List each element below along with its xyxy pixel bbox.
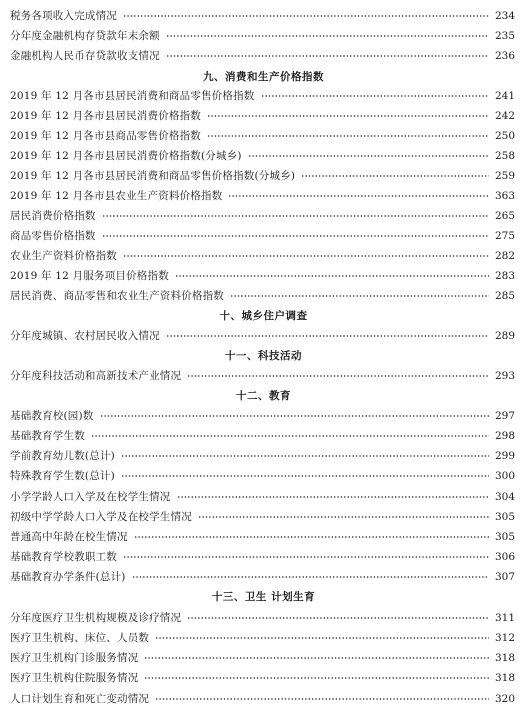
toc-entry (10, 328, 515, 344)
dot-leader (230, 295, 489, 297)
dot-leader (121, 455, 489, 457)
toc-entry-page: 241 (494, 90, 515, 102)
toc-entry (10, 428, 515, 444)
toc-entry-page: 282 (494, 250, 515, 262)
toc-entry (10, 248, 515, 264)
dot-leader (123, 255, 489, 257)
toc-entry (10, 630, 515, 646)
toc-entry (10, 188, 515, 204)
toc-entry-page: 285 (494, 290, 515, 302)
toc-entry-title: 学前教育幼儿数(总计) (10, 450, 115, 462)
toc-entry-page: 298 (494, 430, 515, 442)
dot-leader (123, 15, 489, 17)
toc-entry-title: 2019 年 12 月各市县居民消费和商品零售价格指数 (10, 90, 255, 102)
toc-entry-page: 363 (494, 190, 515, 202)
dot-leader (177, 496, 489, 498)
toc-entry-page: 299 (494, 450, 515, 462)
toc-entry-title: 医疗卫生机构、床位、人员数 (10, 632, 150, 644)
toc-entry (10, 509, 515, 525)
toc-entry-page: 275 (494, 230, 515, 242)
toc-entry-page: 283 (494, 270, 515, 282)
dot-leader (102, 235, 489, 237)
toc-entry (10, 650, 515, 666)
toc-entry-page: 304 (494, 491, 515, 503)
toc-entry-title: 医疗卫生机构门诊服务情况 (10, 652, 139, 664)
section-heading: 十一、科技活动 (225, 350, 302, 362)
toc-entry-page: 311 (494, 612, 515, 624)
toc-entry (10, 368, 515, 384)
toc-entry (10, 529, 515, 545)
toc-entry-title: 人口计划生育和死亡变动情况 (10, 693, 150, 705)
toc-entry (10, 128, 515, 144)
toc-entry-title: 金融机构人民币存贷款收支情况 (10, 50, 160, 62)
dot-leader (248, 155, 489, 157)
toc-entry-page: 306 (494, 551, 515, 563)
toc-entry (10, 288, 515, 304)
dot-leader (91, 435, 489, 437)
toc-entry-title: 农业生产资料价格指数 (10, 250, 117, 262)
toc-entry-title: 分年度金融机构存贷款年末余额 (10, 30, 160, 42)
toc-entry-title: 税务各项收入完成情况 (10, 10, 117, 22)
toc-entry-title: 商品零售价格指数 (10, 230, 96, 242)
toc-entry (10, 88, 515, 104)
toc-entry-page: 293 (494, 370, 515, 382)
toc-entry-page: 242 (494, 110, 515, 122)
toc-entry-title: 2019 年 12 月各市县商品零售价格指数 (10, 130, 201, 142)
dot-leader (123, 556, 489, 558)
dot-leader (144, 657, 489, 659)
toc-entry-page: 236 (494, 50, 515, 62)
dot-leader (187, 375, 489, 377)
dot-leader (102, 215, 489, 217)
toc-entry (10, 208, 515, 224)
toc-entry-title: 2019 年 12 月各市县农业生产资料价格指数 (10, 190, 223, 202)
toc-entry-page: 318 (494, 652, 515, 664)
toc-entry (10, 148, 515, 164)
toc-entry-page: 320 (494, 693, 515, 705)
dot-leader (100, 415, 489, 417)
section-heading: 十、城乡住户调查 (219, 310, 308, 322)
toc-entry (10, 228, 515, 244)
toc-entry-title: 2019 年 12 月服务项目价格指数 (10, 270, 169, 282)
dot-leader (228, 195, 489, 197)
toc-entry-title: 初级中学学龄人口入学及在校学生情况 (10, 511, 192, 523)
toc-entry-title: 2019 年 12 月各市县居民消费和商品零售价格指数(分城乡) (10, 170, 296, 182)
toc-entry-title: 分年度科技活动和高新技术产业情况 (10, 370, 182, 382)
toc-entry (10, 691, 515, 707)
toc-entry (10, 549, 515, 565)
toc-entry-title: 分年度城镇、农村居民收入情况 (10, 330, 160, 342)
toc-entry-page: 259 (494, 170, 515, 182)
toc-entry-page: 305 (494, 511, 515, 523)
toc-entry (10, 48, 515, 64)
toc-entry-page: 307 (494, 571, 515, 583)
dot-leader (134, 536, 489, 538)
dot-leader (121, 475, 489, 477)
dot-leader (166, 35, 489, 37)
dot-leader (166, 55, 489, 57)
toc-entry-page: 258 (494, 150, 515, 162)
toc-entry-title: 医疗卫生机构住院服务情况 (10, 672, 139, 684)
dot-leader (187, 617, 489, 619)
toc-entry-title: 基础教育校(园)数 (10, 410, 94, 422)
toc-entry-title: 分年度医疗卫生机构规模及诊疗情况 (10, 612, 182, 624)
toc-entry (10, 108, 515, 124)
toc-entry-page: 318 (494, 672, 515, 684)
dot-leader (207, 115, 489, 117)
section-heading: 九、消费和生产价格指数 (203, 71, 324, 83)
toc-entry-page: 250 (494, 130, 515, 142)
section-heading: 十三、卫生 计划生育 (211, 591, 316, 603)
dot-leader (301, 175, 489, 177)
dot-leader (155, 698, 489, 700)
toc-entry-page: 235 (494, 30, 515, 42)
toc-entry-page: 305 (494, 531, 515, 543)
toc-entry-page: 265 (494, 210, 515, 222)
toc-entry-title: 基础教育学生数 (10, 430, 85, 442)
toc-entry-title: 基础教育学校教职工数 (10, 551, 117, 563)
toc-entry (10, 468, 515, 484)
toc-entry (10, 268, 515, 284)
dot-leader (166, 335, 489, 337)
toc-entry-title: 居民消费价格指数 (10, 210, 96, 222)
toc-entry (10, 28, 515, 44)
toc-entry-page: 234 (494, 10, 515, 22)
toc-entry-page: 297 (494, 410, 515, 422)
toc-entry-page: 289 (494, 330, 515, 342)
toc-entry (10, 569, 515, 585)
toc-entry-title: 居民消费、商品零售和农业生产资料价格指数 (10, 290, 224, 302)
toc-entry-title: 特殊教育学生数(总计) (10, 470, 115, 482)
dot-leader (261, 95, 489, 97)
toc-entry-title: 小学学龄人口入学及在校学生情况 (10, 491, 171, 503)
toc-entry-title: 2019 年 12 月各市县居民消费价格指数(分城乡) (10, 150, 242, 162)
toc-entry (10, 408, 515, 424)
toc-entry (10, 610, 515, 626)
toc-entry (10, 489, 515, 505)
section-heading: 十二、教育 (236, 390, 291, 402)
toc-entry-page: 312 (494, 632, 515, 644)
toc-entry-title: 基础教育办学条件(总计) (10, 571, 126, 583)
toc-entry-page: 300 (494, 470, 515, 482)
dot-leader (144, 677, 489, 679)
toc-entry (10, 448, 515, 464)
toc-entry (10, 8, 515, 24)
dot-leader (155, 637, 489, 639)
toc-entry (10, 670, 515, 686)
dot-leader (207, 135, 489, 137)
toc-entry-title: 普通高中年龄在校生情况 (10, 531, 128, 543)
toc-entry (10, 168, 515, 184)
dot-leader (198, 516, 489, 518)
dot-leader (175, 275, 489, 277)
toc-entry-title: 2019 年 12 月各市县居民消费价格指数 (10, 110, 201, 122)
dot-leader (132, 576, 489, 578)
